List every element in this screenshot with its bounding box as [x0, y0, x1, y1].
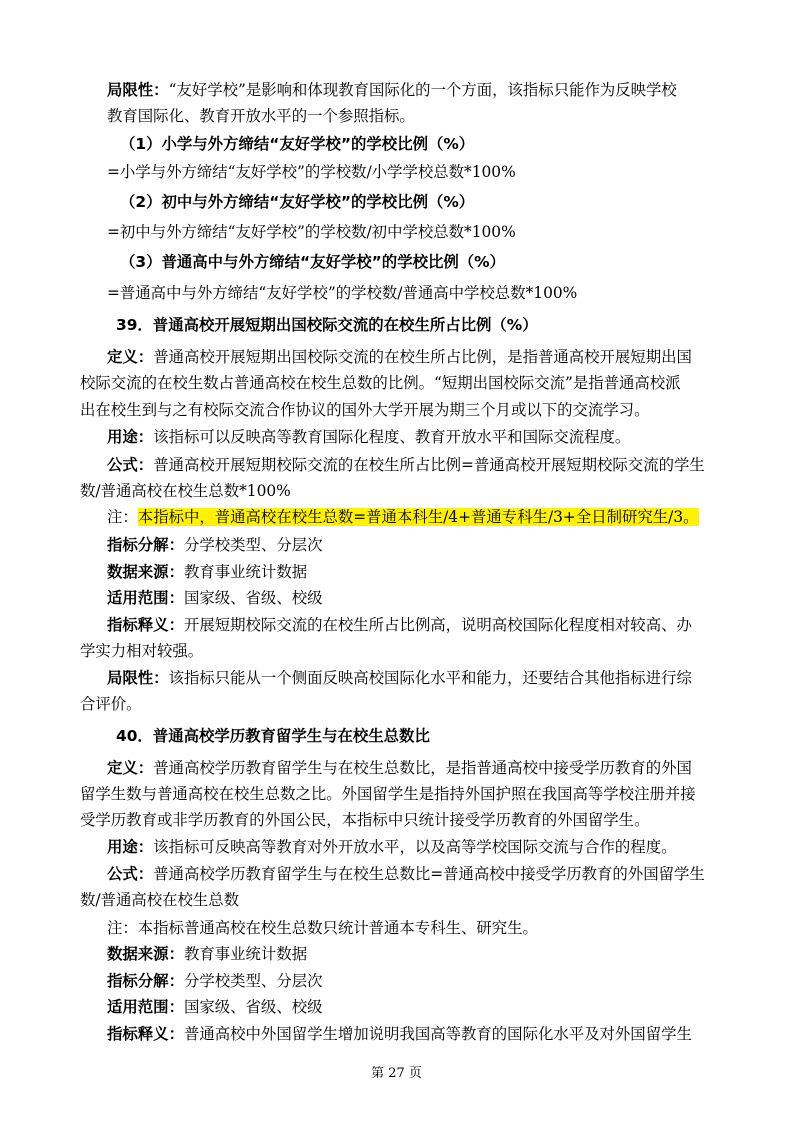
paragraph-decomposition: 指标分解：分学校类型、分层次 [107, 536, 323, 554]
scope-label: 适用范围： [107, 998, 184, 1016]
paragraph-line: 受学历教育或非学历教育的外国公民，本指标中只统计接受学历教育的外国留学生。 [80, 811, 650, 829]
source-label: 数据来源： [107, 563, 184, 581]
paragraph-limitation [107, 80, 677, 100]
note-label: 注： [107, 508, 138, 526]
paragraph-line: 合评价。 [80, 695, 142, 713]
paragraph-line: 留学生数与普通高校在校生总数之比。外国留学生是指持外国护照在我国高等学校注册并接 [80, 785, 696, 803]
paragraph-source: 数据来源：教育事业统计数据 [107, 563, 308, 581]
paragraph-source: 数据来源：教育事业统计数据 [107, 945, 308, 963]
paragraph-usage: 用途：该指标可反映高等教育对外开放水平，以及高等学校国际交流与合作的程度。 [107, 838, 677, 856]
formula-line: =普通高中与外方缔结“友好学校”的学校数/普通高中学校总数*100% [107, 284, 578, 302]
decomposition-label: 指标分解： [107, 972, 184, 990]
highlighted-note: 本指标中，普通高校在校生总数=普通本科生/4+普通专科生/3+全日制研究生/3。 [137, 508, 699, 526]
paragraph-line: 校际交流的在校生数占普通高校在校生总数的比例。“短期出国校际交流”是指普通高校派 [80, 374, 681, 392]
paragraph-scope: 适用范围：国家级、省级、校级 [107, 589, 323, 607]
paragraph-interpretation: 指标释义：开展短期校际交流的在校生所占比例高，说明高校国际化程度相对较高、办 [107, 616, 692, 634]
paragraph-line: 学实力相对较强。 [80, 642, 204, 660]
definition-label: 定义： [107, 759, 154, 777]
limitation-text: “友好学校”是影响和体现教育国际化的一个方面，该指标只能作为反映学校 [168, 81, 677, 99]
paragraph-usage: 用途：该指标可以反映高等教育国际化程度、教育开放水平和国际交流程度。 [107, 428, 631, 446]
definition-label: 定义： [107, 348, 154, 366]
paragraph-formula: 公式：普通高校开展短期校际交流的在校生所占比例=普通高校开展短期校际交流的学生 [107, 456, 705, 474]
paragraph-line: 教育国际化、教育开放水平的一个参照指标。 [107, 107, 415, 125]
paragraph-note [107, 507, 699, 527]
scope-label: 适用范围： [107, 589, 184, 607]
source-label: 数据来源： [107, 945, 184, 963]
subindicator-title: （1）小学与外方缔结“友好学校”的学校比例（%） [120, 135, 475, 153]
paragraph-line: 出在校生到与之有校际交流合作协议的国外大学开展为期三个月或以下的交流学习。 [80, 401, 650, 419]
interpretation-label: 指标释义： [107, 1025, 184, 1043]
formula-label: 公式： [107, 865, 154, 883]
usage-label: 用途： [107, 838, 154, 856]
paragraph-line: 数/普通高校在校生总数*100% [80, 482, 291, 500]
subindicator-title: （3）普通高中与外方缔结“友好学校”的学校比例（%） [120, 253, 505, 271]
paragraph-line: 数/普通高校在校生总数 [80, 891, 240, 909]
formula-label: 公式： [107, 456, 154, 474]
paragraph-interpretation: 指标释义：普通高校中外国留学生增加说明我国高等教育的国际化水平及对外国留学生 [107, 1025, 692, 1043]
section-heading: 39．普通高校开展短期出国校际交流的在校生所占比例（%） [116, 316, 538, 334]
interpretation-label: 指标释义： [107, 616, 184, 634]
limitation-label: 局限性： [107, 669, 169, 687]
formula-line: =小学与外方缔结“友好学校”的学校数/小学学校总数*100% [107, 163, 516, 181]
paragraph-definition: 定义：普通高校开展短期出国校际交流的在校生所占比例，是指普通高校开展短期出国 [107, 348, 692, 366]
paragraph-scope: 适用范围：国家级、省级、校级 [107, 998, 323, 1016]
paragraph-definition: 定义：普通高校学历教育留学生与在校生总数比，是指普通高校中接受学历教育的外国 [107, 759, 692, 777]
limitation-label: 局限性： [107, 81, 169, 99]
subindicator-title: （2）初中与外方缔结“友好学校”的学校比例（%） [120, 193, 475, 211]
decomposition-label: 指标分解： [107, 536, 184, 554]
paragraph-limitation: 局限性：该指标只能从一个侧面反映高校国际化水平和能力，还要结合其他指标进行综 [107, 669, 692, 687]
usage-label: 用途： [107, 428, 154, 446]
page-number: 第 27 页 [371, 1066, 422, 1081]
formula-line: =初中与外方缔结“友好学校”的学校数/初中学校总数*100% [107, 223, 516, 241]
paragraph-note: 注：本指标普通高校在校生总数只统计普通本专科生、研究生。 [107, 919, 538, 937]
paragraph-formula: 公式：普通高校学历教育留学生与在校生总数比=普通高校中接受学历教育的外国留学生 [107, 865, 705, 883]
section-heading: 40．普通高校学历教育留学生与在校生总数比 [116, 727, 430, 745]
paragraph-decomposition: 指标分解：分学校类型、分层次 [107, 972, 323, 990]
